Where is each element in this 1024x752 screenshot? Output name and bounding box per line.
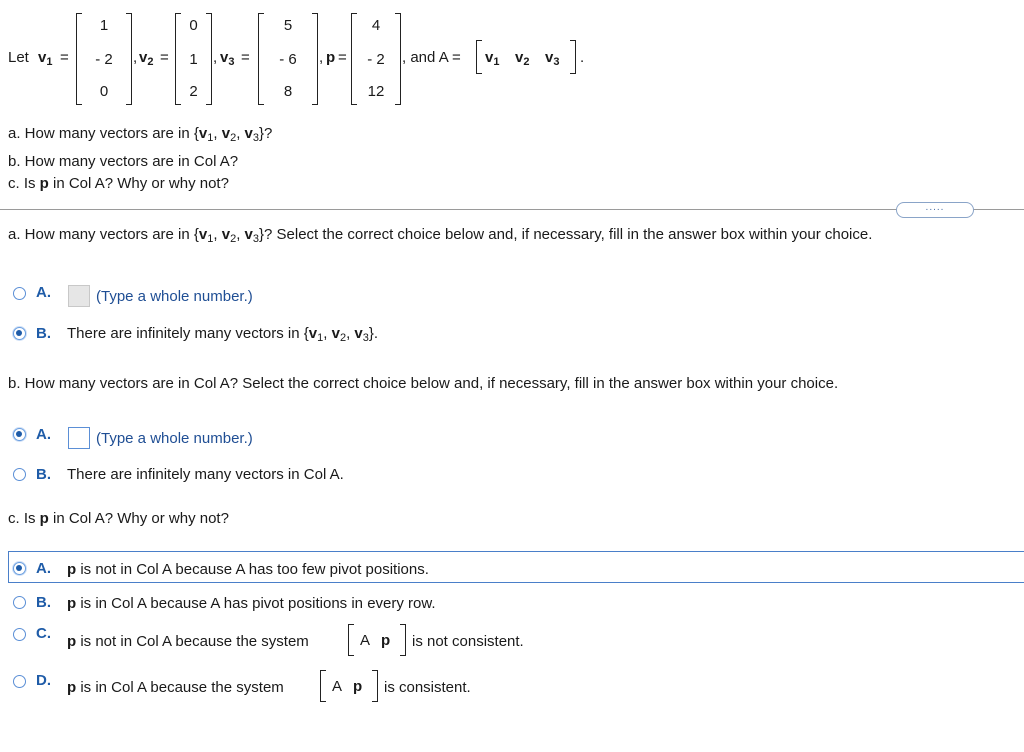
option-letter: D. <box>36 672 51 689</box>
v1-entry: 0 <box>99 83 109 100</box>
p-entry: 4 <box>371 17 381 34</box>
hint-text: (Type a whole number.) <box>96 288 253 305</box>
vector-p <box>351 13 401 105</box>
option-letter: A. <box>36 426 51 443</box>
v2-entry: 1 <box>189 51 198 68</box>
radio-button[interactable] <box>13 596 26 609</box>
equals-sign: = <box>241 49 250 66</box>
p-entry: - 2 <box>367 51 385 68</box>
and-a-label: , and A = <box>402 49 461 66</box>
equals-sign: = <box>338 49 347 66</box>
radio-button-selected[interactable] <box>13 562 26 575</box>
hint-text: (Type a whole number.) <box>96 430 253 447</box>
p-label: p <box>326 49 336 66</box>
expand-button[interactable]: ..... <box>896 202 974 218</box>
equals-sign: = <box>160 49 169 66</box>
option-text: There are infinitely many vectors in Col A. <box>67 466 344 483</box>
comma: , <box>213 49 218 66</box>
equals-sign: = <box>60 49 69 66</box>
radio-button[interactable] <box>13 675 26 688</box>
augmented-matrix <box>320 670 378 702</box>
p-entry: 12 <box>367 83 385 100</box>
option-text: p is in Col A because A has pivot positions in every row. <box>67 595 436 612</box>
part-b-prompt: b. How many vectors are in Col A? Select the correct choice below and, if necessary, fill in the answer box within your choice. <box>8 375 839 392</box>
radio-button[interactable] <box>13 468 26 481</box>
radio-button[interactable] <box>13 628 26 641</box>
vector-p-symbol: p <box>353 678 363 695</box>
option-text-tail: is consistent. <box>384 679 471 696</box>
question-a: a. How many vectors are in {$v_1$, $v_2$, $v_3$}? <box>8 125 273 144</box>
option-letter: B. <box>36 325 51 342</box>
let-label: Let <box>8 49 29 66</box>
vector-v1 <box>76 13 132 105</box>
part-a-prompt: a. How many vectors are in {$v_1$, $v_2$, $v_3$}? Select the correct choice below and, if necessary, fill in the answer box within your choice. <box>8 226 873 245</box>
matrix-a <box>476 40 576 74</box>
vector-p-symbol: p <box>381 632 391 649</box>
option-text: p is not in Col A because the system <box>67 633 309 650</box>
v2-label: $v_2$ <box>139 49 154 68</box>
a-col-v2: $v_2$ <box>515 49 530 68</box>
matrix-a-symbol: A <box>360 632 371 649</box>
question-c: c. Is p in Col A? Why or why not? <box>8 175 229 192</box>
v3-label: $v_3$ <box>220 49 235 68</box>
option-text: p is in Col A because the system <box>67 679 284 696</box>
option-text: p is not in Col A because A has too few pivot positions. <box>67 561 429 578</box>
radio-button[interactable] <box>13 287 26 300</box>
option-text-tail: is not consistent. <box>412 633 524 650</box>
v3-entry: 5 <box>283 17 293 34</box>
period: . <box>580 49 585 66</box>
augmented-matrix <box>348 624 406 656</box>
answer-box[interactable] <box>68 285 90 307</box>
option-letter: B. <box>36 594 51 611</box>
radio-button-selected[interactable] <box>13 428 26 441</box>
v2-entry: 0 <box>189 17 198 34</box>
v2-entry: 2 <box>189 83 198 100</box>
a-col-v3: $v_3$ <box>545 49 560 68</box>
a-col-v1: $v_1$ <box>485 49 500 68</box>
part-c-prompt: c. Is p in Col A? Why or why not? <box>8 510 229 527</box>
option-letter: C. <box>36 625 51 642</box>
option-letter: B. <box>36 466 51 483</box>
option-letter: A. <box>36 560 51 577</box>
divider <box>0 209 1024 210</box>
answer-box[interactable] <box>68 427 90 449</box>
v1-entry: 1 <box>99 17 109 34</box>
question-b: b. How many vectors are in Col A? <box>8 153 239 170</box>
matrix-a-symbol: A <box>332 678 343 695</box>
v3-entry: 8 <box>283 83 293 100</box>
option-text: There are infinitely many vectors in {$v_1$, $v_2$, $v_3$}. <box>67 325 379 344</box>
option-letter: A. <box>36 284 51 301</box>
vector-v3 <box>258 13 318 105</box>
v1-label: $v_1$ <box>38 49 53 68</box>
v3-entry: - 6 <box>279 51 297 68</box>
comma: , <box>133 49 138 66</box>
comma: , <box>319 49 324 66</box>
v1-entry: - 2 <box>95 51 113 68</box>
vector-v2 <box>175 13 212 105</box>
radio-button-selected[interactable] <box>13 327 26 340</box>
